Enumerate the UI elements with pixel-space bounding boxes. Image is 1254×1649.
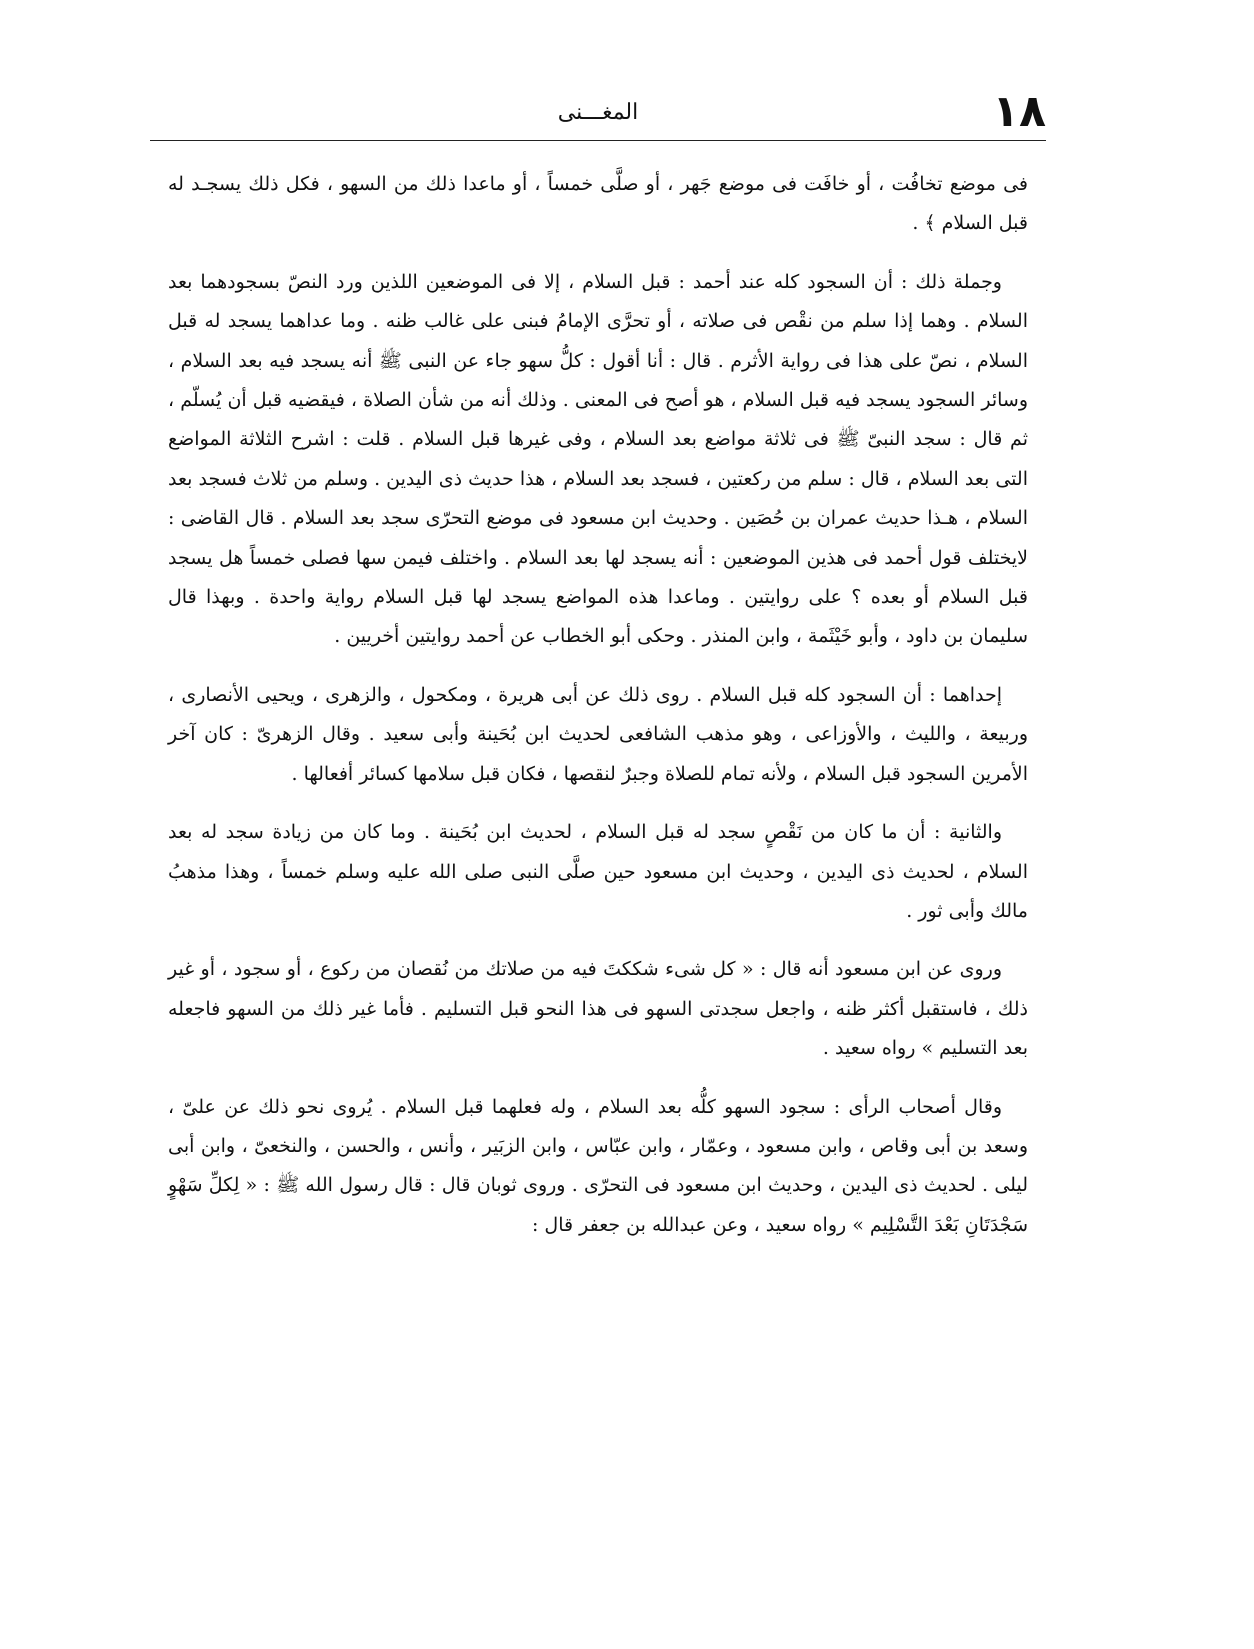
paragraph-5: وروى عن ابن مسعود أنه قال : « كل شىء شككتَ فيه من صلاتك من نُقصان من ركوع ، أو سجود ، أو غير ذلك ، فاستقبل أكثر ظنه ، واجعل سجدتى السهو فى هذا النحو قبل التسليم . فأما غير ذلك من السهو فاجعله بعد التسليم » رواه سعيد . <box>168 958 1028 1060</box>
paragraph-3: إحداهما : أن السجود كله قبل السلام . روى ذلك عن أبى هريرة ، ومكحول ، والزهرى ، ويحيى الأنصارى ، وربيعة ، والليث ، والأوزاعى ، وهو مذهب الشافعى لحديث ابن بُحَينة وأبى سعيد . وقال الزهرىّ : كان آخر الأمرين السجود قبل السلام ، ولأنه تمام للصلاة وجبرٌ لنقصها ، فكان قبل سلامها كسائر أفعالها . <box>168 683 1028 785</box>
paragraph-6: وقال أصحاب الرأى : سجود السهو كلُّه بعد السلام ، وله فعلهما قبل السلام . يُروى نحو ذلك عن علىّ ، وسعد بن أبى وقاص ، وابن مسعود ، وعمّار ، وابن عبّاس ، وابن الزبَير ، وأنس ، والحسن ، والنخعىّ ، وابن أبى ليلى . لحديث ذى اليدين ، وحديث ابن مسعود فى التحرّى . وروى ثوبان قال : قال رسول الله ﷺ : « لِكلِّ سَهْوٍ سَجْدَتَانِ بَعْدَ التَّسْلِيم » رواه سعيد ، وعن عبدالله بن جعفر قال : <box>168 1095 1028 1236</box>
header-rule <box>150 140 1046 141</box>
body-text <box>168 165 1028 1625</box>
paragraph-1: فى موضع تخافُت ، أو خافَت فى موضع جَهر ، أو صلَّى خمساً ، أو ماعدا ذلك من السهو ، فكل ذلك يسجـد له قبل السلام ﴾ . <box>168 173 1028 235</box>
running-title: المغـــنى <box>557 100 639 125</box>
paragraph-4: والثانية : أن ما كان من نَقْصٍ سجد له قبل السلام ، لحديث ابن بُحَينة . وما كان من زيادة سجد له بعد السلام ، لحديث ذى اليدين ، وحديث ابن مسعود حين صلَّى النبى صلى الله عليه وسلم خمساً ، وهذا مذهبُ مالك وأبى ثور . <box>168 821 1028 922</box>
page-number: ١٨ <box>992 86 1046 137</box>
page-header <box>150 86 1046 142</box>
paragraph-2: وجملة ذلك : أن السجود كله عند أحمد : قبل السلام ، إلا فى الموضعين اللذين ورد النصّ بسجودهما بعد السلام . وهما إذا سلم من نقْص فى صلاته ، أو تحرَّى الإمامُ فبنى على غالب ظنه . وما عداهما يسجد له قبل السلام ، نصّ على هذا فى رواية الأثرم . قال : أنا أقول : كلُّ سهو جاء عن النبى ﷺ أنه يسجد فيه بعد السلام ، وسائر السجود يسجد فيه قبل السلام ، هو أصح فى المعنى . وذلك أنه من شأن الصلاة ، فيقضيه قبل أن يُسلّم ، ثم قال : سجد النبىّ ﷺ فى ثلاثة مواضع بعد السلام ، وفى غيرها قبل السلام . قلت : اشرح الثلاثة المواضع التى بعد السلام ، قال : سلم من ركعتين ، فسجد بعد السلام ، هذا حديث ذى اليدين . وسلم من ثلاث فسجد بعد السلام ، هـذا حديث عمران بن حُصَين . وحديث ابن مسعود فى موضع التحرّى سجد بعد السلام . قال القاضى : لايختلف قول أحمد فى هذين الموضعين : أنه يسجد لها بعد السلام . واختلف فيمن سها فصلى خمساً هل يسجد قبل السلام أو بعده ؟ على روايتين . وماعدا هذه المواضع يسجد لها قبل السلام رواية واحدة . وبهذا قال سليمان بن داود ، وأبو خَيْثَمة ، وابن المنذر . وحكى أبو الخطاب عن أحمد روايتين أخريين . <box>168 270 1028 648</box>
